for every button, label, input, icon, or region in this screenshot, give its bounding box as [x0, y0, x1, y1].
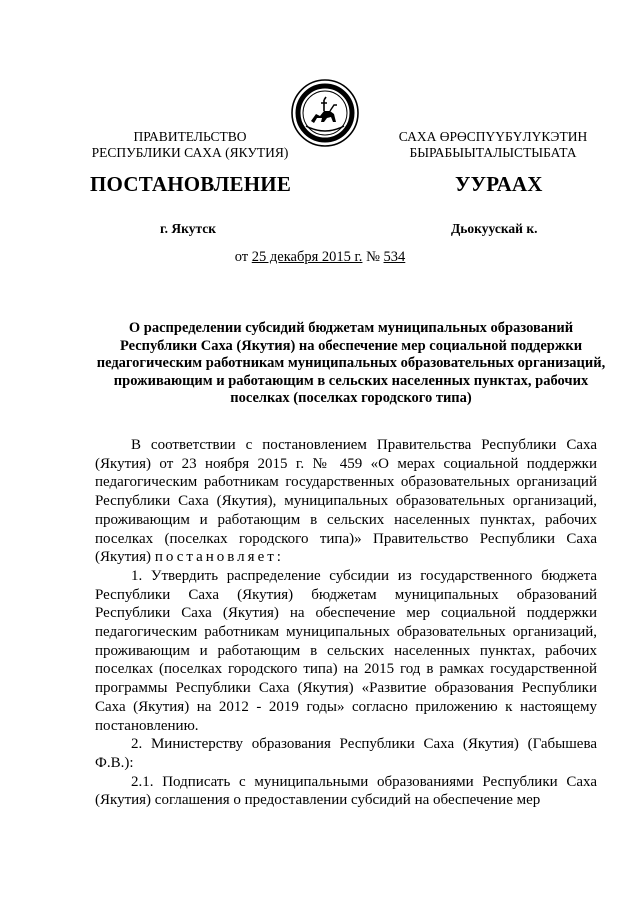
- item-1-paragraph: 1. Утвердить распределение субсидии из государственного бюджета Республики Саха (Якутия) бюджетам муниципальных образований Республики Саха (Якутия) на обеспечение мер социальной поддержки педагогическим работникам муниципальных образовательных организаций, проживающим и работающим в сельских населенных пунктах, рабочих поселках (поселках городского типа) на 2015 год в рамках государственной программы Республики Саха (Якутия) «Развитие образования Республики Саха (Якутия) на 2012 - 2019 годы» согласно приложению к настоящему постановлению.: [95, 567, 597, 734]
- decree-date-line: [0, 249, 640, 266]
- issuer-ru-line1: ПРАВИТЕЛЬСТВО: [133, 129, 247, 144]
- item-2-1-paragraph: 2.1. Подписать с муниципальными образованиями Республики Саха (Якутия) соглашения о предоставлении субсидий на обеспечение мер: [95, 773, 597, 809]
- issuer-sakha-line2: БЫРАБЫЫТАЛЫСТЫБАТА: [409, 145, 577, 160]
- issuer-ru-line2: РЕСПУБЛИКИ САХА (ЯКУТИЯ): [91, 145, 289, 160]
- issuer-sakha-line1: САХА ӨРӨСПҮҮБҮЛҮКЭТИН: [398, 129, 588, 144]
- intro-text: В соответствии с постановлением Правительства Республики Саха (Якутия) от 23 ноября 2015 г. № 459 «О мерах социальной поддержки педагогическим работникам государственных образовательных организаций Республики Саха (Якутия), муниципальных образовательных организаций, проживающим и работающим в сельских населенных пунктах, рабочих поселках (поселках городского типа)» Правительство Республики Саха (Якутия): [95, 437, 597, 566]
- city-sakha: Дьокуускай к.: [451, 221, 538, 236]
- coat-of-arms-emblem-icon: [290, 78, 360, 148]
- decree-number: 534: [383, 249, 406, 265]
- document-title: О распределении субсидий бюджетам муниципальных образований Республики Саха (Якутия) на обеспечение мер социальной поддержки педагогическим работникам муниципальных образовательных организаций, проживающим и работающим в сельских населенных пунктах, рабочих поселках (поселках городского типа): [96, 320, 606, 406]
- doctype-sakha: УУРААХ: [455, 172, 543, 196]
- document-body: [95, 436, 597, 810]
- doctype-ru: ПОСТАНОВЛЕНИЕ: [90, 172, 292, 196]
- intro-paragraph: [95, 436, 597, 567]
- issuer-ru: [84, 129, 296, 161]
- city-ru: г. Якутск: [160, 221, 217, 236]
- item-2-paragraph: 2. Министерству образования Республики Саха (Якутия) (Габышева Ф.В.):: [95, 736, 597, 771]
- issuer-sakha: [388, 129, 598, 161]
- number-prefix: №: [362, 249, 384, 265]
- date-prefix: от: [234, 249, 252, 265]
- decree-word: постановляет:: [154, 549, 284, 566]
- decree-date: 25 декабря 2015 г.: [251, 249, 363, 265]
